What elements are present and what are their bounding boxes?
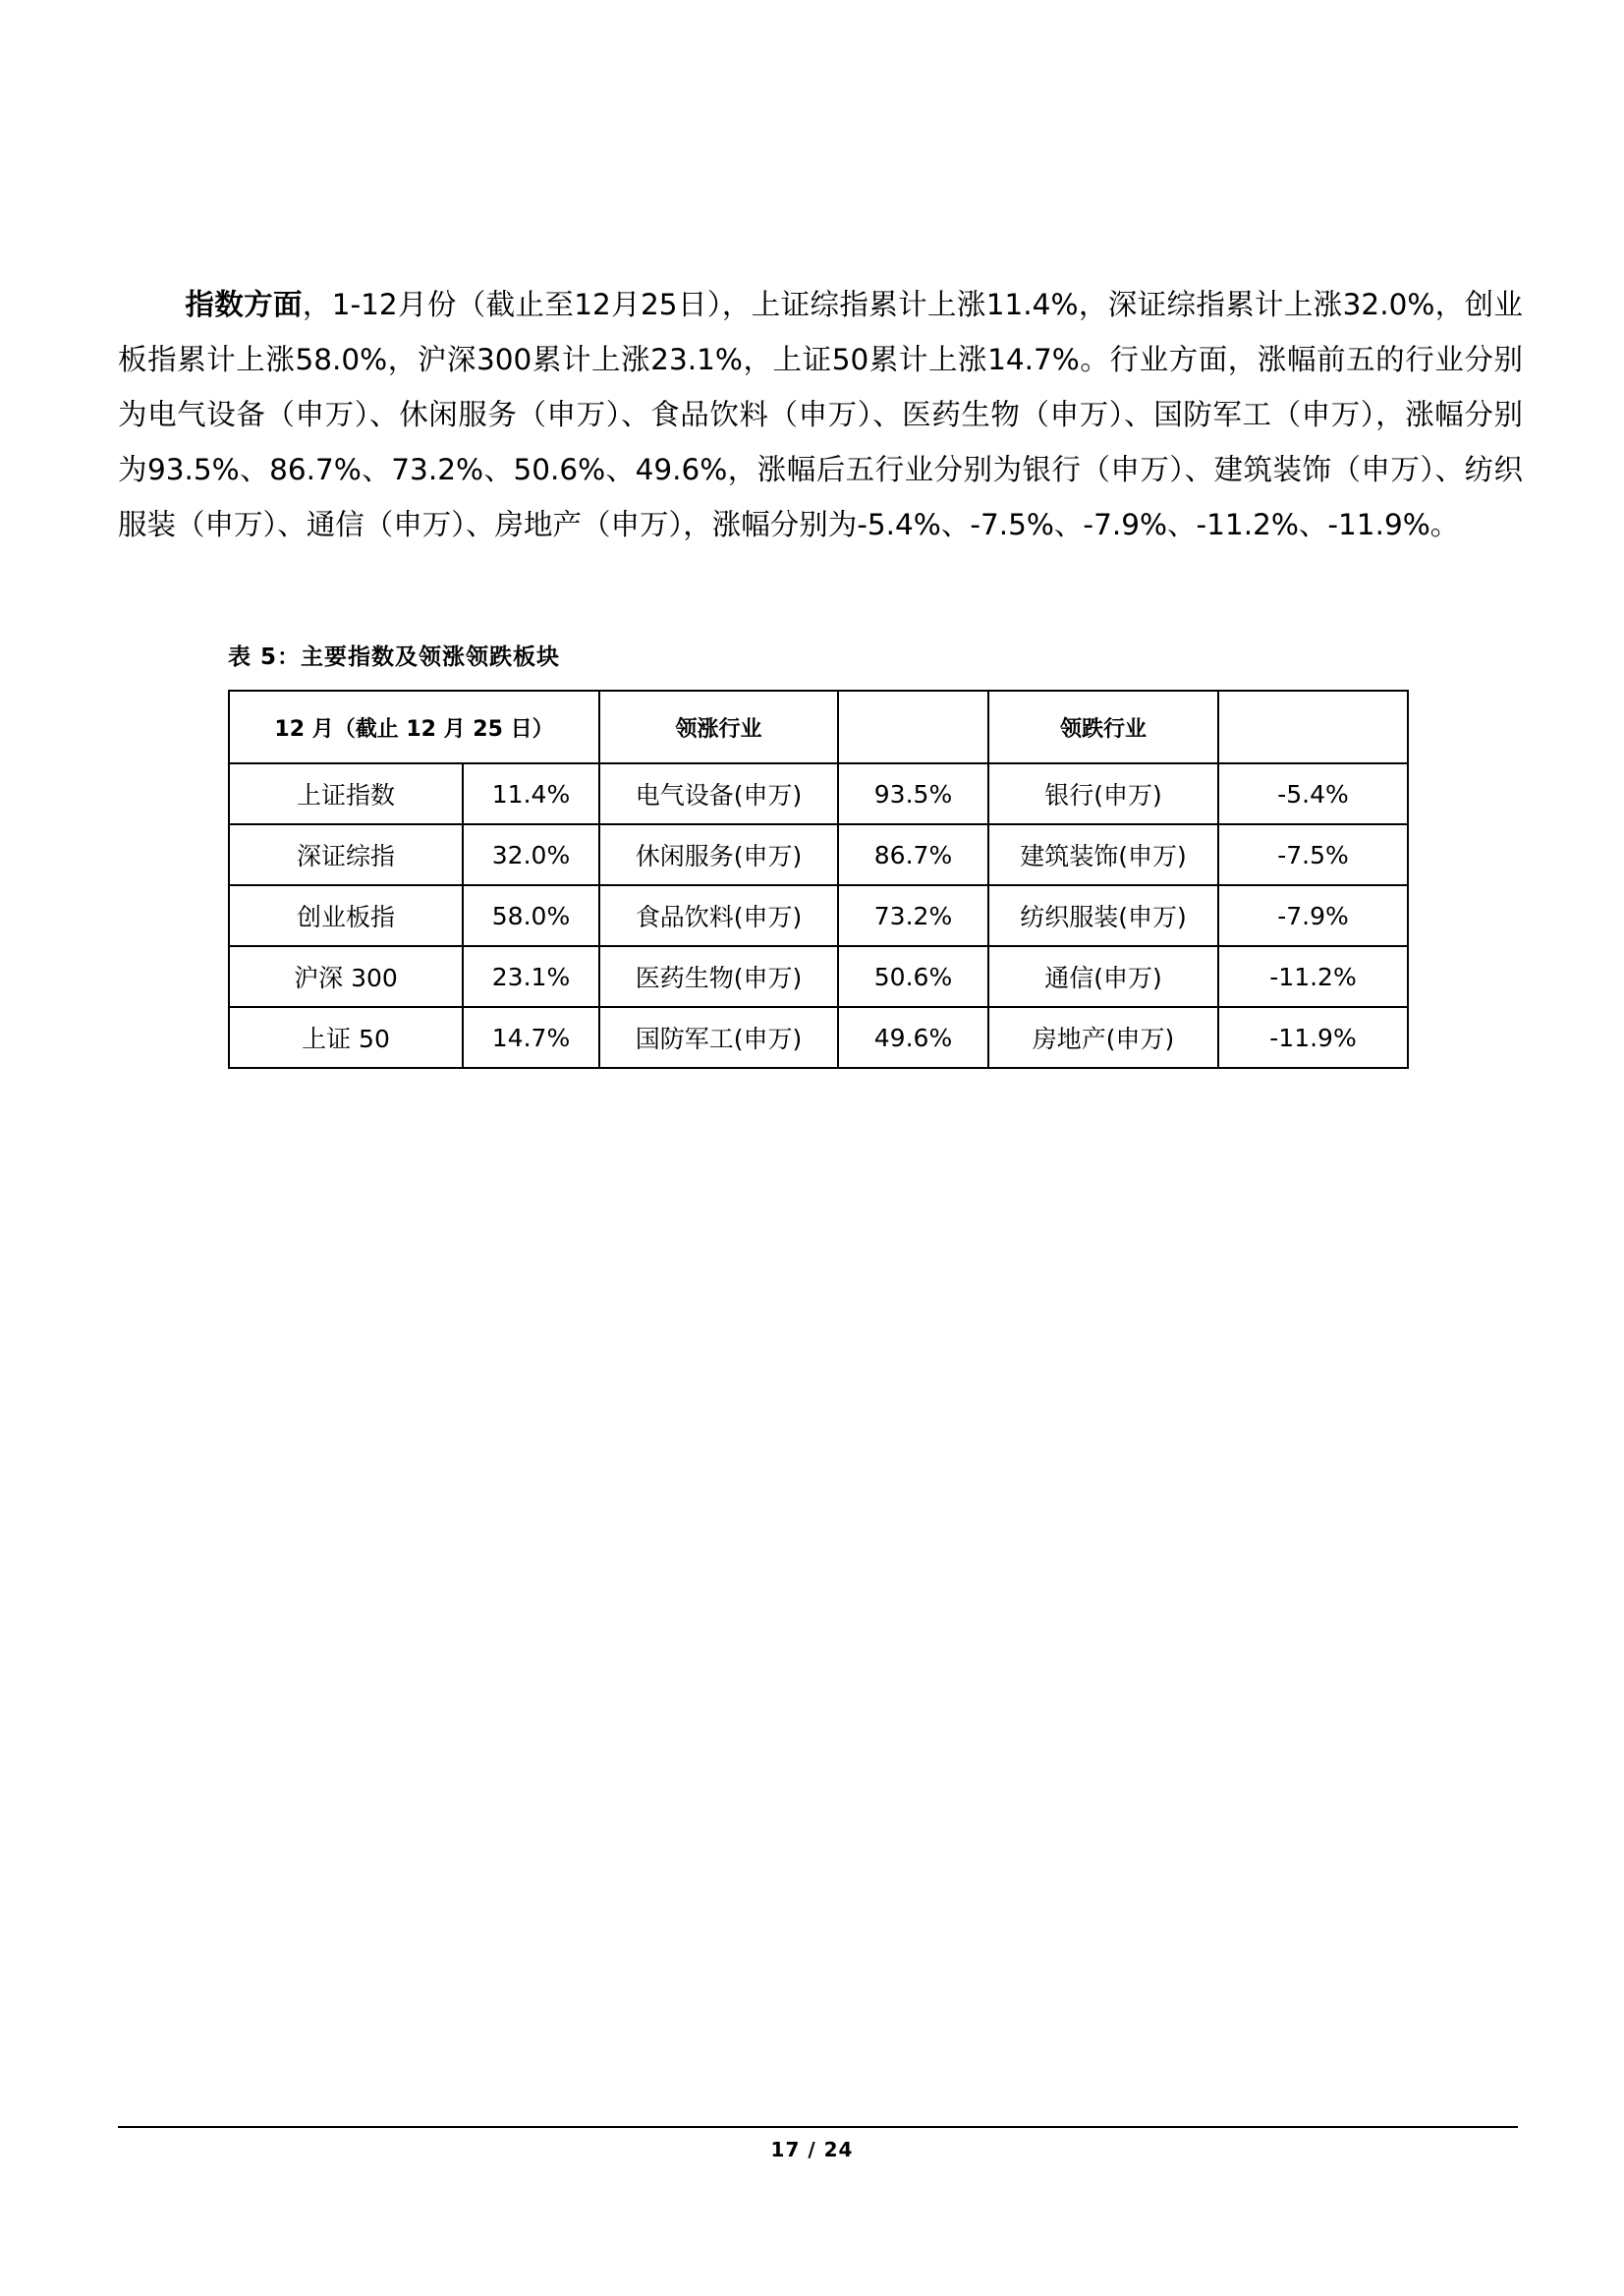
up-sector-cell: 电气设备(申万) <box>599 763 838 824</box>
index-name-cell: 上证指数 <box>229 763 463 824</box>
down-change-cell: -7.9% <box>1218 885 1408 946</box>
down-sector-cell: 纺织服装(申万) <box>988 885 1218 946</box>
header-leading-up: 领涨行业 <box>599 691 838 763</box>
table-row <box>229 946 1408 1007</box>
down-change-cell: -11.9% <box>1218 1007 1408 1068</box>
table-row <box>229 763 1408 824</box>
table-caption: 表 5：主要指数及领涨领跌板块 <box>228 644 561 670</box>
index-change-cell: 58.0% <box>463 885 599 946</box>
footer-divider <box>118 2126 1518 2128</box>
index-name-cell: 沪深 300 <box>229 946 463 1007</box>
header-leading-down: 领跌行业 <box>988 691 1218 763</box>
down-change-cell: -7.5% <box>1218 824 1408 885</box>
up-change-cell: 93.5% <box>838 763 988 824</box>
paragraph-lead: 指数方面 <box>185 288 303 321</box>
index-name-cell: 深证综指 <box>229 824 463 885</box>
index-change-cell: 14.7% <box>463 1007 599 1068</box>
index-change-cell: 11.4% <box>463 763 599 824</box>
up-sector-cell: 医药生物(申万) <box>599 946 838 1007</box>
table-row <box>229 1007 1408 1068</box>
down-sector-cell: 通信(申万) <box>988 946 1218 1007</box>
table-header-row <box>229 691 1408 763</box>
up-sector-cell: 食品饮料(申万) <box>599 885 838 946</box>
header-period: 12 月（截止 12 月 25 日） <box>229 691 599 763</box>
up-sector-cell: 国防军工(申万) <box>599 1007 838 1068</box>
header-leading-down-value <box>1218 691 1408 763</box>
down-sector-cell: 银行(申万) <box>988 763 1218 824</box>
index-name-cell: 创业板指 <box>229 885 463 946</box>
up-change-cell: 50.6% <box>838 946 988 1007</box>
index-name-cell: 上证 50 <box>229 1007 463 1068</box>
index-summary-paragraph <box>118 277 1523 552</box>
table-row <box>229 885 1408 946</box>
up-change-cell: 49.6% <box>838 1007 988 1068</box>
index-sector-table <box>228 690 1409 1069</box>
index-change-cell: 23.1% <box>463 946 599 1007</box>
down-change-cell: -5.4% <box>1218 763 1408 824</box>
up-change-cell: 73.2% <box>838 885 988 946</box>
page-number: 17 / 24 <box>770 2138 854 2161</box>
down-sector-cell: 房地产(申万) <box>988 1007 1218 1068</box>
down-change-cell: -11.2% <box>1218 946 1408 1007</box>
up-sector-cell: 休闲服务(申万) <box>599 824 838 885</box>
down-sector-cell: 建筑装饰(申万) <box>988 824 1218 885</box>
paragraph-body: ，1-12月份（截止至12月25日），上证综指累计上涨11.4%，深证综指累计上涨32.0%，创业板指累计上涨58.0%，沪深300累计上涨23.1%，上证50累计上涨14.7%。行业方面，涨幅前五的行业分别为电气设备（申万）、休闲服务（申万）、食品饮料（申万）、医药生物（申万）、国防军工（申万），涨幅分别为93.5%、86.7%、73.2%、50.6%、49.6%，涨幅后五行业分别为银行（申万）、建筑装饰（申万）、纺织服装（申万）、通信（申万）、房地产（申万），涨幅分别为-5.4%、-7.5%、-7.9%、-11.2%、-11.9%。 <box>118 288 1523 541</box>
up-change-cell: 86.7% <box>838 824 988 885</box>
index-change-cell: 32.0% <box>463 824 599 885</box>
header-leading-up-value <box>838 691 988 763</box>
table-row <box>229 824 1408 885</box>
